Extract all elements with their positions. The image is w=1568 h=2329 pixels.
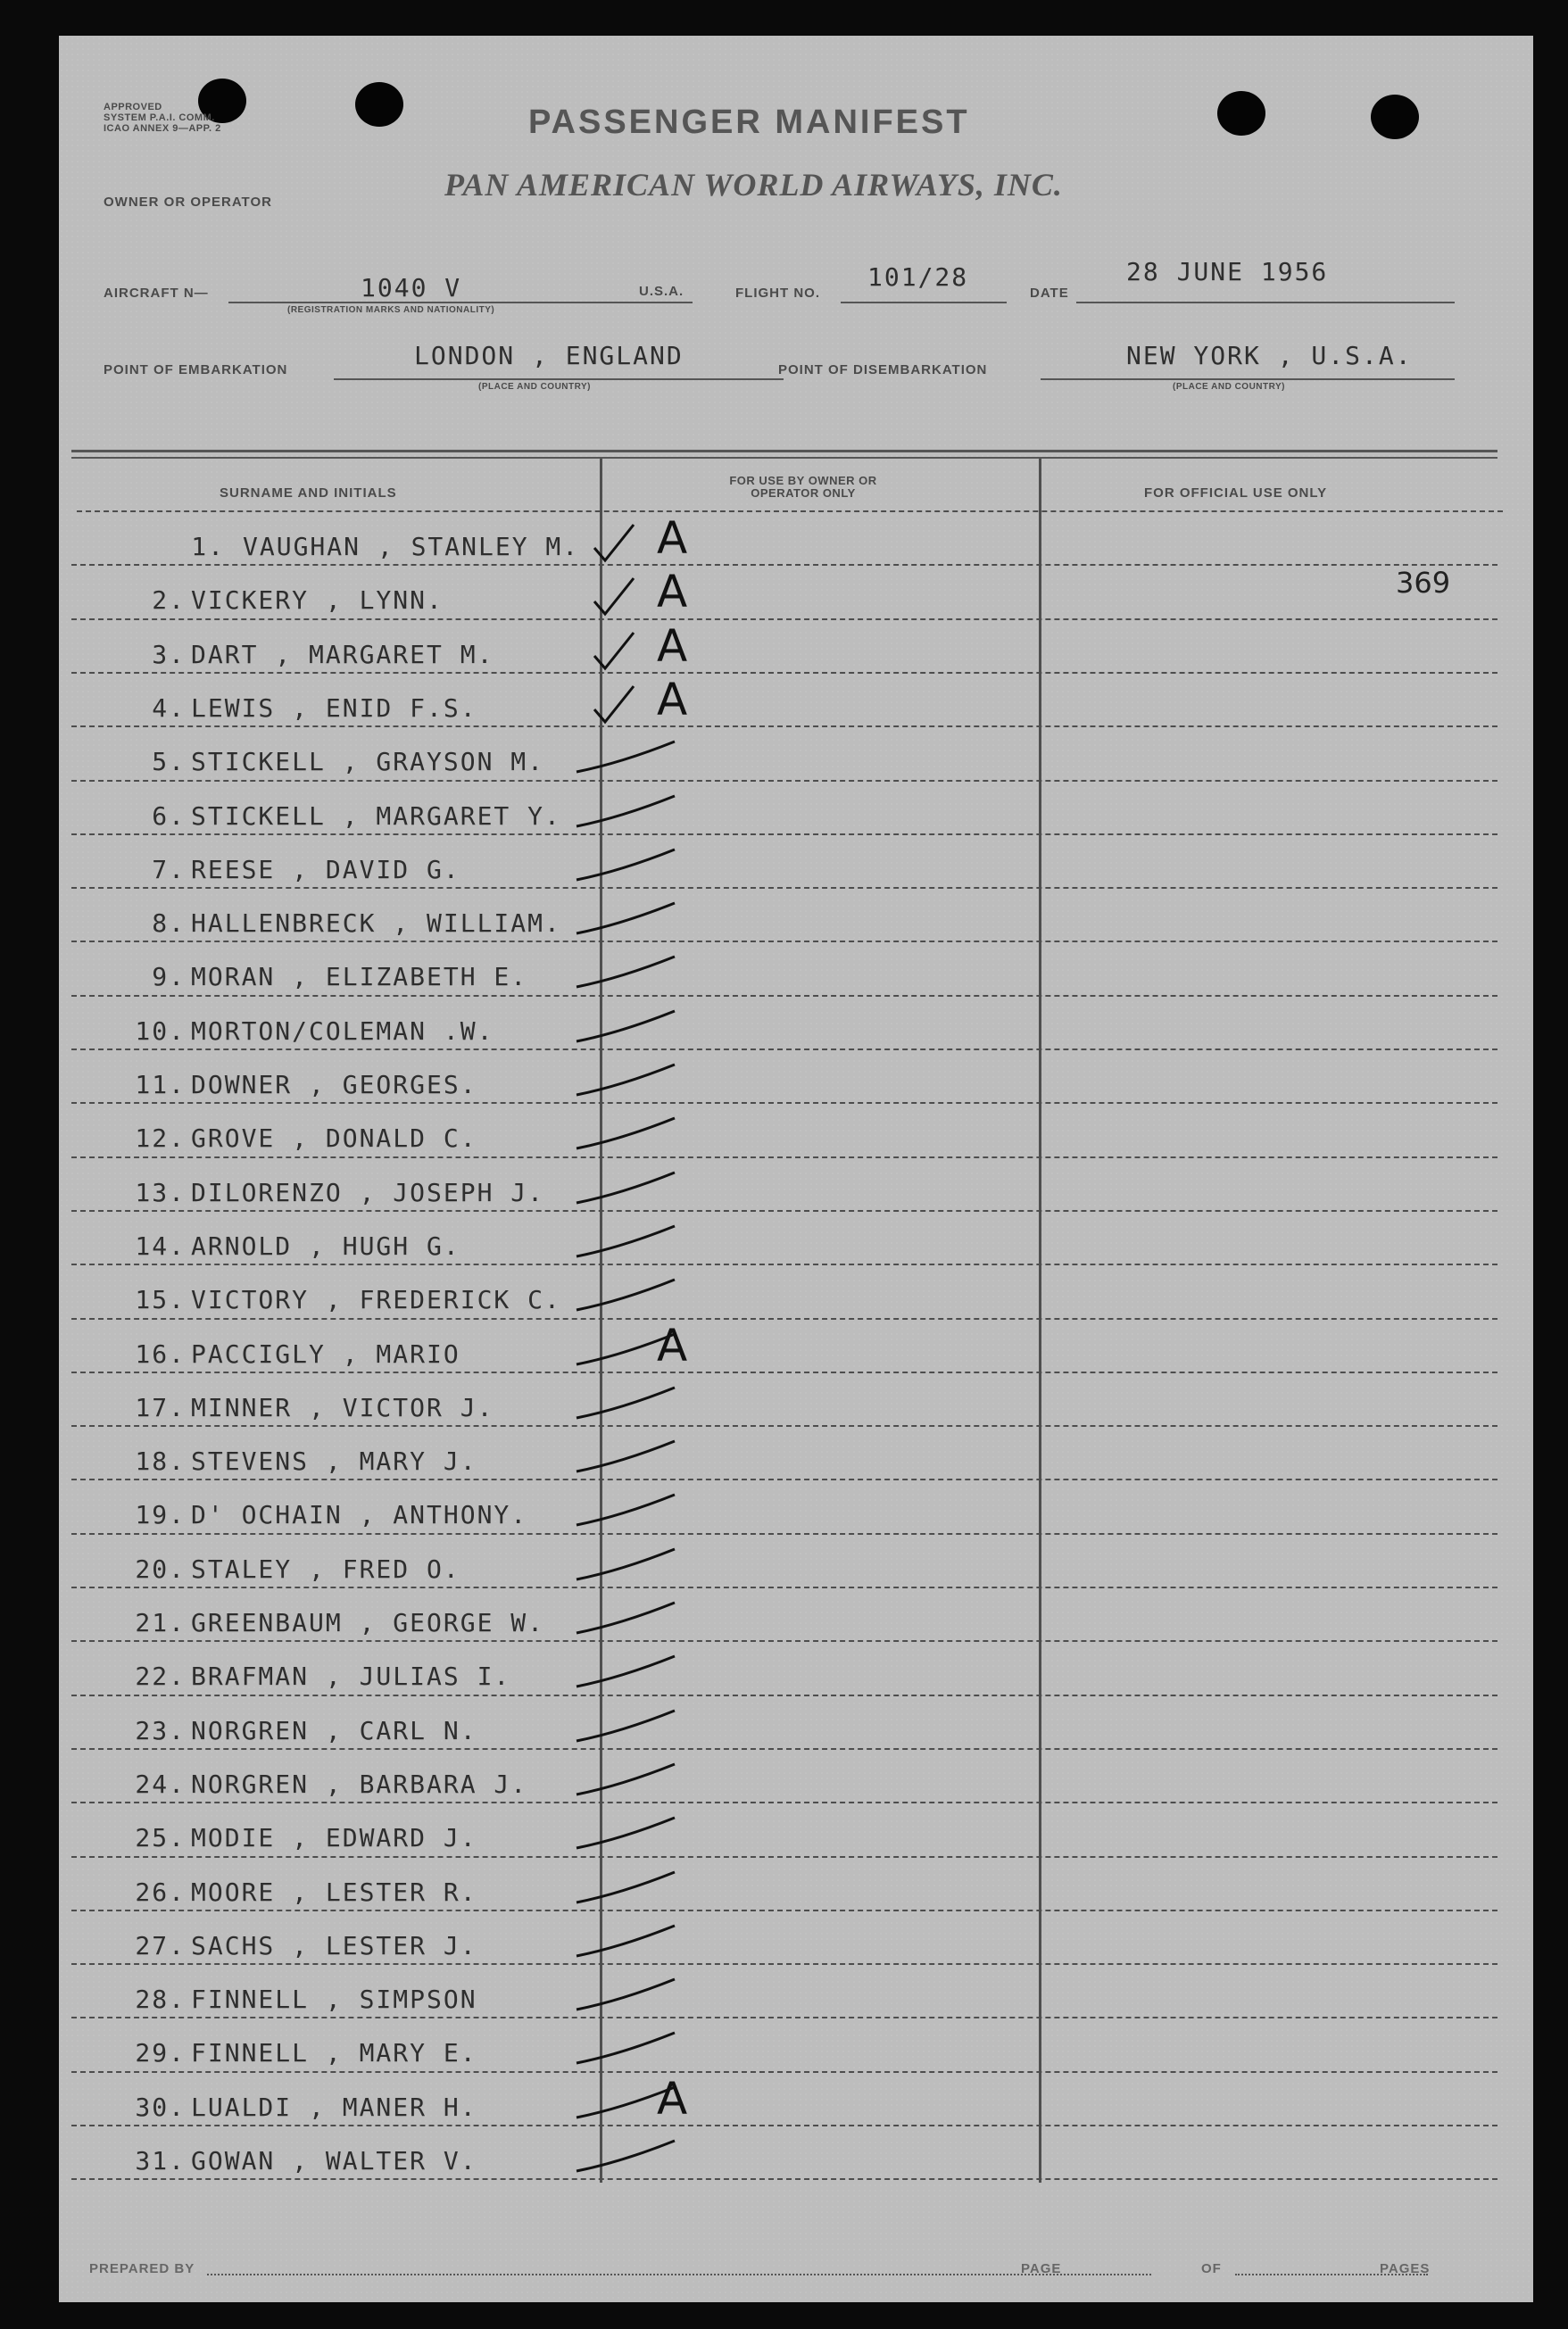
date-label: DATE (1030, 286, 1069, 301)
passenger-number: 26. (135, 1877, 186, 1907)
admission-mark: A (657, 2073, 688, 2125)
row-divider (71, 1479, 1497, 1480)
passenger-name: DOWNER , GEORGES. (191, 1070, 477, 1099)
row-divider (71, 2017, 1497, 2018)
check-mark (523, 1006, 684, 1059)
aircraft-value: 1040 V (361, 273, 462, 303)
passenger-name: MINNER , VICTOR J. (191, 1393, 494, 1422)
manifest-sheet (59, 36, 1533, 2302)
manifest-title: PASSENGER MANIFEST (528, 104, 970, 141)
passenger-name: STICKELL , GRAYSON M. (191, 747, 545, 776)
passenger-number: 6. (152, 801, 186, 831)
row-divider (71, 1048, 1497, 1050)
passenger-name: STALEY , FRED O. (191, 1554, 460, 1584)
check-mark (523, 951, 684, 1005)
admission-mark: A (657, 512, 688, 564)
check-mark (523, 1920, 684, 1974)
passenger-number: 16. (135, 1339, 186, 1369)
operator-name: PAN AMERICAN WORLD AIRWAYS, INC. (444, 167, 1063, 203)
column-divider (1039, 459, 1041, 2183)
passenger-number: 2. (152, 585, 186, 615)
passenger-name: MORAN , ELIZABETH E. (191, 962, 528, 991)
approval-line: ICAO ANNEX 9—APP. 2 (104, 123, 221, 134)
aircraft-label: AIRCRAFT N— (104, 286, 209, 301)
check-mark (523, 1759, 684, 1812)
row-divider (71, 1318, 1497, 1320)
passenger-number: 3. (152, 640, 186, 669)
embark-note: (PLACE AND COUNTRY) (478, 382, 591, 392)
passenger-name: MOORE , LESTER R. (191, 1877, 477, 1907)
passenger-number: 7. (152, 855, 186, 884)
row-divider (71, 618, 1497, 620)
check-mark (523, 1544, 684, 1597)
pages-label: PAGES (1380, 2261, 1431, 2276)
check-mark (523, 1651, 684, 1704)
passenger-number: 9. (152, 962, 186, 991)
passenger-name: PACCIGLY , MARIO (191, 1339, 460, 1369)
passenger-number: 5. (152, 747, 186, 776)
passenger-number: 29. (135, 2038, 186, 2068)
column-header-owner: FOR USE BY OWNER OR OPERATOR ONLY (729, 474, 877, 500)
official-note: 369 (1396, 566, 1451, 600)
passenger-name: STEVENS , MARY J. (191, 1446, 477, 1476)
row-divider (71, 941, 1497, 942)
passenger-name: FINNELL , MARY E. (191, 2038, 477, 2068)
approval-line: SYSTEM P.A.I. COMM. (104, 112, 215, 123)
row-divider (71, 1910, 1497, 1911)
date-underline (1076, 302, 1455, 303)
flight-underline (841, 302, 1007, 303)
check-mark (523, 2135, 684, 2189)
row-divider (71, 1425, 1497, 1427)
check-mark (523, 791, 684, 844)
passenger-name: D' OCHAIN , ANTHONY. (191, 1500, 528, 1529)
page-label: PAGE (1021, 2261, 1062, 2276)
disembark-value: NEW YORK , U.S.A. (1126, 341, 1413, 370)
passenger-name: MORTON/COLEMAN .W. (191, 1016, 494, 1046)
row-divider (71, 1264, 1497, 1265)
check-mark (523, 1812, 684, 1866)
row-divider (71, 995, 1497, 997)
row-divider (71, 1802, 1497, 1803)
passenger-number: 22. (135, 1662, 186, 1691)
passenger-number: 4. (152, 693, 186, 723)
check-mark (523, 1059, 684, 1113)
passenger-number: 25. (135, 1823, 186, 1852)
check-mark (523, 1974, 684, 2027)
row-divider (71, 725, 1497, 727)
row-divider (71, 2125, 1497, 2126)
passenger-number: 17. (135, 1393, 186, 1422)
row-divider (71, 780, 1497, 782)
passenger-number: 8. (152, 908, 186, 938)
row-divider (71, 1587, 1497, 1588)
passenger-number: 11. (135, 1070, 186, 1099)
passenger-name: DART , MARGARET M. (191, 640, 494, 669)
row-divider (71, 1856, 1497, 1858)
passenger-number: 20. (135, 1554, 186, 1584)
check-mark (523, 736, 684, 790)
check-mark (523, 1382, 684, 1436)
embark-value: LONDON , ENGLAND (414, 341, 684, 370)
prepared-by-underline (207, 2274, 1151, 2275)
column-header-official: FOR OFFICIAL USE ONLY (1144, 485, 1328, 501)
embark-label: POINT OF EMBARKATION (104, 362, 288, 377)
disembark-label: POINT OF DISEMBARKATION (778, 362, 988, 377)
passenger-name: DILORENZO , JOSEPH J. (191, 1178, 545, 1207)
embark-underline (334, 378, 784, 380)
owner-label: OWNER OR OPERATOR (104, 195, 272, 210)
passenger-number: 27. (135, 1931, 186, 1960)
passenger-number: 31. (135, 2146, 186, 2176)
check-mark (523, 844, 684, 898)
passenger-name: HALLENBRECK , WILLIAM. (191, 908, 561, 938)
passenger-name: NORGREN , BARBARA J. (191, 1770, 528, 1799)
punch-hole (355, 82, 403, 127)
row-divider (71, 672, 1497, 674)
passenger-name: VICTORY , FREDERICK C. (191, 1285, 561, 1314)
table-top-rule (71, 450, 1497, 452)
flight-value: 101/28 (867, 262, 969, 292)
row-divider (71, 1748, 1497, 1750)
check-mark (523, 1221, 684, 1274)
passenger-number: 30. (135, 2093, 186, 2122)
passenger-name: LUALDI , MANER H. (191, 2093, 477, 2122)
row-divider (71, 1695, 1497, 1696)
passenger-name: GREENBAUM , GEORGE W. (191, 1608, 545, 1637)
passenger-number: 10. (135, 1016, 186, 1046)
check-mark (523, 898, 684, 951)
check-mark (523, 1436, 684, 1489)
passenger-number: 15. (135, 1285, 186, 1314)
row-divider (71, 1533, 1497, 1535)
prepared-by-label: PREPARED BY (89, 2261, 195, 2276)
passenger-name: VICKERY , LYNN. (191, 585, 444, 615)
passenger-number: 19. (135, 1500, 186, 1529)
passenger-name: LEWIS , ENID F.S. (191, 693, 477, 723)
passenger-name: MODIE , EDWARD J. (191, 1823, 477, 1852)
row-divider (77, 510, 1503, 512)
row-divider (71, 564, 1497, 566)
passenger-number: 24. (135, 1770, 186, 1799)
passenger-name: STICKELL , MARGARET Y. (191, 801, 561, 831)
disembark-underline (1041, 378, 1455, 380)
flight-label: FLIGHT NO. (735, 286, 820, 301)
admission-mark: A (657, 620, 688, 672)
row-divider (71, 2071, 1497, 2073)
registration-note: (REGISTRATION MARKS AND NATIONALITY) (287, 305, 495, 315)
passenger-number: 13. (135, 1178, 186, 1207)
passenger-number: 23. (135, 1716, 186, 1745)
check-mark (523, 1597, 684, 1651)
table-top-rule-2 (71, 457, 1497, 459)
punch-hole (1371, 95, 1419, 139)
approval-line: APPROVED (104, 102, 162, 112)
column-header-surname: SURNAME AND INITIALS (220, 485, 397, 501)
row-divider (71, 1640, 1497, 1642)
usa-label: U.S.A. (639, 284, 684, 299)
of-label: OF (1201, 2261, 1222, 2276)
passenger-number: 21. (135, 1608, 186, 1637)
passenger-name: GROVE , DONALD C. (191, 1123, 477, 1153)
passenger-name: REESE , DAVID G. (191, 855, 460, 884)
row-divider (71, 1156, 1497, 1158)
check-mark (523, 1705, 684, 1759)
passenger-name: VAUGHAN , STANLEY M. (243, 532, 580, 561)
passenger-number: 14. (135, 1231, 186, 1261)
check-mark (523, 1867, 684, 1920)
row-divider (71, 1963, 1497, 1965)
passenger-name: SACHS , LESTER J. (191, 1931, 477, 1960)
disembark-note: (PLACE AND COUNTRY) (1173, 382, 1285, 392)
row-divider (71, 833, 1497, 835)
check-mark (523, 1167, 684, 1221)
row-divider (71, 2178, 1497, 2180)
admission-mark: A (657, 566, 688, 617)
passenger-name: BRAFMAN , JULIAS I. (191, 1662, 511, 1691)
passenger-name: FINNELL , SIMPSON (191, 1985, 477, 2014)
passenger-number: 12. (135, 1123, 186, 1153)
passenger-number: 1. (191, 532, 225, 561)
passenger-name: ARNOLD , HUGH G. (191, 1231, 460, 1261)
passenger-name: NORGREN , CARL N. (191, 1716, 477, 1745)
admission-mark: A (657, 1320, 688, 1372)
row-divider (71, 1102, 1497, 1104)
punch-hole (1217, 91, 1265, 136)
admission-mark: A (657, 674, 688, 725)
row-divider (71, 1210, 1497, 1212)
passenger-number: 28. (135, 1985, 186, 2014)
check-mark (523, 1113, 684, 1166)
row-divider (71, 887, 1497, 889)
passenger-number: 18. (135, 1446, 186, 1476)
check-mark (523, 1489, 684, 1543)
row-divider (71, 1372, 1497, 1373)
passenger-name: GOWAN , WALTER V. (191, 2146, 477, 2176)
date-value: 28 JUNE 1956 (1126, 257, 1329, 286)
